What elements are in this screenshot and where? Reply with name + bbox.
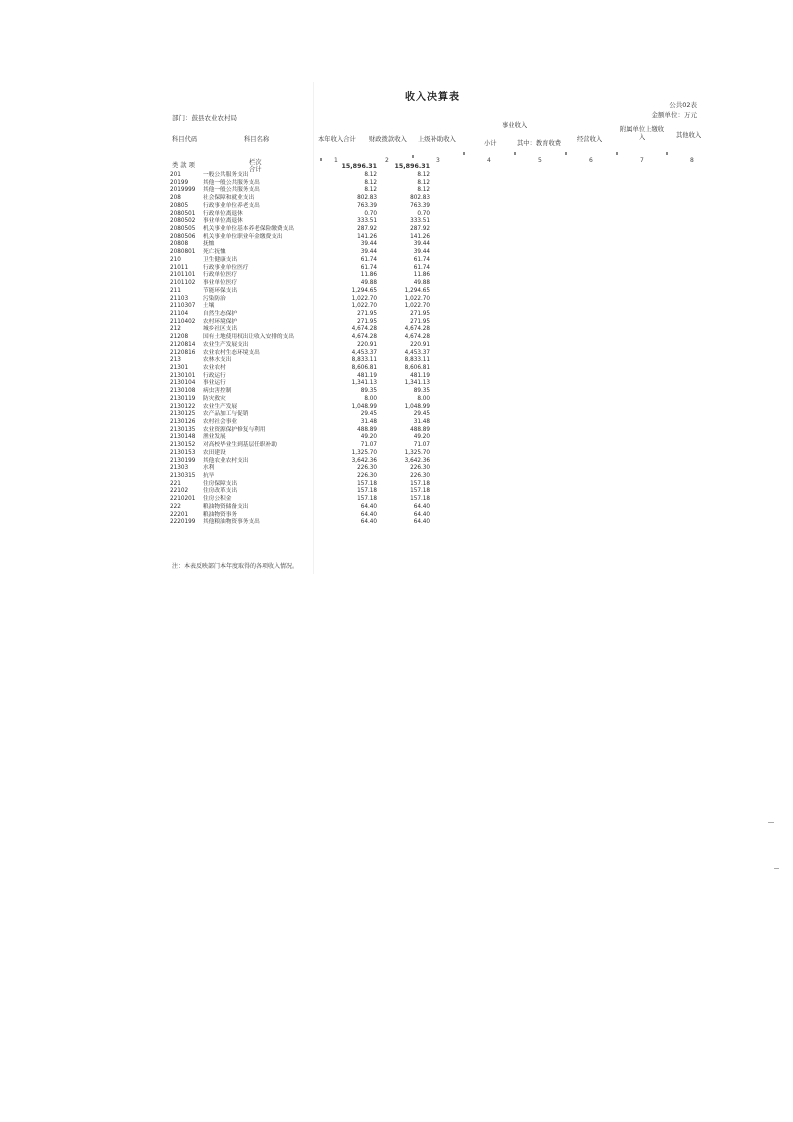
row-code: 2130101 <box>170 372 196 379</box>
row-fiscal-allocation: 157.18 <box>410 496 430 503</box>
table-row <box>170 342 430 350</box>
row-fiscal-allocation: 8.12 <box>417 179 430 186</box>
row-code: 222 <box>170 503 181 510</box>
table-row <box>170 195 430 203</box>
scan-mark <box>774 868 779 869</box>
row-subject-name: 住房保障支出 <box>203 480 238 487</box>
row-fiscal-allocation: 488.89 <box>410 426 430 433</box>
header-operating-income: 经营收入 <box>577 136 603 143</box>
header-total-income: 本年收入合计 <box>318 136 356 143</box>
row-total-income: 89.35 <box>360 388 377 395</box>
row-code: 2080502 <box>170 218 196 225</box>
row-fiscal-allocation: 481.19 <box>410 372 430 379</box>
table-row <box>170 388 430 396</box>
table-row <box>170 257 430 265</box>
row-fiscal-allocation: 11.86 <box>413 272 430 279</box>
table-row <box>170 365 430 373</box>
header-subject-name: 科目名称 <box>244 136 270 143</box>
header-other-income: 其他收入 <box>676 132 702 139</box>
row-subject-name: 自然生态保护 <box>203 310 238 317</box>
row-fiscal-allocation: 141.26 <box>410 233 430 240</box>
row-total-income: 481.19 <box>357 372 377 379</box>
department-label: 部门：鼓县农业农村局 <box>172 114 237 122</box>
row-fiscal-allocation: 1,325.70 <box>404 449 430 456</box>
row-code: 213 <box>170 357 181 364</box>
row-total-income: 8.00 <box>364 395 377 402</box>
row-fiscal-allocation: 157.18 <box>410 488 430 495</box>
table-row <box>170 396 430 404</box>
row-total-income: 64.40 <box>360 519 377 526</box>
column-number-3: 3 <box>436 157 440 164</box>
table-row <box>170 419 430 427</box>
table-row <box>170 226 430 234</box>
row-total-income: 4,674.28 <box>351 334 377 341</box>
form-code: 公共02表 <box>669 101 697 109</box>
row-total-income: 1,022.70 <box>351 303 377 310</box>
row-total-income: 29.45 <box>360 411 377 418</box>
row-code: 2130119 <box>170 395 196 402</box>
row-total-income: 61.74 <box>360 264 377 271</box>
row-subject-name: 国有土地使用权出让收入安排的支出 <box>203 334 294 341</box>
total-row <box>170 163 430 172</box>
row-total-income: 1,325.70 <box>351 449 377 456</box>
row-code: 22201 <box>170 511 189 518</box>
row-subject-name: 土壤 <box>203 303 215 310</box>
row-code: 2220199 <box>170 519 196 526</box>
row-subject-name: 抚恤 <box>203 241 215 248</box>
row-subject-name: 行政运行 <box>203 372 226 379</box>
table-row <box>170 280 430 288</box>
row-code: 2130315 <box>170 473 196 480</box>
row-code: 210 <box>170 256 181 263</box>
row-fiscal-allocation: 61.74 <box>413 256 430 263</box>
row-total-income: 157.18 <box>357 480 377 487</box>
total-fiscal-value: 15,896.31 <box>394 163 430 170</box>
row-fiscal-allocation: 1,048.99 <box>404 403 430 410</box>
row-code: 208 <box>170 195 181 202</box>
row-fiscal-allocation: 29.45 <box>413 411 430 418</box>
row-total-income: 1,341.13 <box>351 380 377 387</box>
scan-tick <box>514 152 516 155</box>
row-subject-name: 农业生产发展 <box>203 403 238 410</box>
row-total-income: 8.12 <box>364 172 377 178</box>
row-total-income: 271.95 <box>357 310 377 317</box>
row-subject-name: 事业运行 <box>203 380 226 387</box>
header-subtotal: 小计 <box>484 140 497 147</box>
row-subject-name: 死亡抚恤 <box>203 249 226 256</box>
row-total-income: 8,833.11 <box>351 357 377 364</box>
column-number-4: 4 <box>487 157 491 164</box>
row-subject-name: 抗旱 <box>203 473 215 480</box>
scan-tick <box>463 152 465 155</box>
row-subject-name: 农业资源保护修复与利用 <box>203 426 266 433</box>
row-fiscal-allocation: 89.35 <box>413 388 430 395</box>
row-fiscal-allocation: 1,341.13 <box>404 380 430 387</box>
row-total-income: 226.30 <box>357 465 377 472</box>
row-subject-name: 住房公积金 <box>203 496 232 503</box>
row-subject-name: 水利 <box>203 465 215 472</box>
row-code: 2210201 <box>170 496 196 503</box>
row-total-income: 0.70 <box>364 210 377 217</box>
row-fiscal-allocation: 4,674.28 <box>404 326 430 333</box>
row-subject-name: 农林水支出 <box>203 357 232 364</box>
row-subject-name: 其他一般公共服务支出 <box>203 179 260 186</box>
row-code: 2080501 <box>170 210 196 217</box>
row-total-income: 8.12 <box>364 187 377 194</box>
header-superior-subsidy: 上级补助收入 <box>418 136 456 143</box>
row-code: 22102 <box>170 488 189 495</box>
row-subject-name: 行政事业单位医疗 <box>203 264 249 271</box>
column-number-6: 6 <box>589 157 593 164</box>
row-subject-name: 节能环保支出 <box>203 287 238 294</box>
row-fiscal-allocation: 157.18 <box>410 480 430 487</box>
header-column-no: 栏次 <box>249 159 262 166</box>
row-total-income: 3,642.36 <box>351 457 377 464</box>
row-fiscal-allocation: 271.95 <box>410 318 430 325</box>
row-total-income: 226.30 <box>357 473 377 480</box>
row-code: 21104 <box>170 310 189 317</box>
row-fiscal-allocation: 4,453.37 <box>404 349 430 356</box>
table-row <box>170 411 430 419</box>
row-fiscal-allocation: 64.40 <box>413 511 430 518</box>
row-fiscal-allocation: 4,674.28 <box>404 334 430 341</box>
table-row <box>170 450 430 458</box>
row-subject-name: 行政事业单位养老支出 <box>203 202 260 209</box>
row-subject-name: 机关事业单位基本养老保险缴费支出 <box>203 226 294 233</box>
row-subject-name: 农业农村生态环境支出 <box>203 349 260 356</box>
row-code: 20805 <box>170 202 189 209</box>
scan-tick <box>412 155 414 158</box>
table-row <box>170 434 430 442</box>
row-code: 20199 <box>170 179 189 186</box>
column-number-7: 7 <box>640 157 644 164</box>
table-row <box>170 272 430 280</box>
row-code: 2019999 <box>170 187 196 194</box>
scan-tick <box>320 158 322 161</box>
row-subject-name: 污染防治 <box>203 295 226 302</box>
row-code: 2130152 <box>170 442 196 449</box>
row-code: 2080505 <box>170 226 196 233</box>
row-total-income: 287.92 <box>357 226 377 233</box>
row-total-income: 71.07 <box>360 442 377 449</box>
table-row <box>170 303 430 311</box>
table-row <box>170 496 430 504</box>
row-total-income: 39.44 <box>360 249 377 256</box>
row-fiscal-allocation: 763.39 <box>410 202 430 209</box>
row-code: 2130122 <box>170 403 196 410</box>
row-subject-name: 防灾救灾 <box>203 395 226 402</box>
row-code: 21301 <box>170 364 189 371</box>
table-row <box>170 249 430 257</box>
row-subject-name: 农村社会事业 <box>203 419 238 425</box>
row-code: 20808 <box>170 241 189 248</box>
row-code: 2101102 <box>170 280 196 287</box>
row-code: 2110307 <box>170 303 196 310</box>
table-note: 注：本表反映部门本年度取得的各项收入情况。 <box>172 563 299 570</box>
row-code: 201 <box>170 172 181 178</box>
row-subject-name: 事业单位离退休 <box>203 218 243 225</box>
row-fiscal-allocation: 8.00 <box>417 395 430 402</box>
table-row <box>170 326 430 334</box>
row-code: 2120816 <box>170 349 196 356</box>
row-code: 2130153 <box>170 449 196 456</box>
row-code: 2130104 <box>170 380 196 387</box>
scan-tick <box>666 152 668 155</box>
row-subject-name: 其他农业农村支出 <box>203 457 249 464</box>
row-fiscal-allocation: 49.20 <box>413 434 430 441</box>
row-fiscal-allocation: 8,606.81 <box>404 364 430 371</box>
page-title: 收入决算表 <box>405 92 460 103</box>
row-code: 2080801 <box>170 249 196 256</box>
row-total-income: 4,453.37 <box>351 349 377 356</box>
table-row <box>170 218 430 226</box>
row-fiscal-allocation: 64.40 <box>413 519 430 526</box>
row-code: 21208 <box>170 334 189 341</box>
header-affiliated-income: 附属单位上缴收入 <box>619 126 665 141</box>
row-total-income: 49.20 <box>360 434 377 441</box>
column-number-2: 2 <box>385 157 389 164</box>
row-subject-name: 行政单位离退休 <box>203 210 243 217</box>
table-row <box>170 172 430 180</box>
row-total-income: 157.18 <box>357 496 377 503</box>
row-fiscal-allocation: 8.12 <box>417 187 430 194</box>
row-total-income: 61.74 <box>360 256 377 263</box>
row-subject-name: 行政单位医疗 <box>203 272 238 279</box>
row-total-income: 141.26 <box>357 233 377 240</box>
row-total-income: 1,022.70 <box>351 295 377 302</box>
row-code: 2130126 <box>170 419 196 425</box>
table-row <box>170 519 430 527</box>
row-code: 2130148 <box>170 434 196 441</box>
row-subject-name: 农业生产发展支出 <box>203 341 249 348</box>
header-fiscal-allocation: 财政拨款收入 <box>369 136 407 143</box>
row-subject-name: 粮油物资储备支出 <box>203 503 249 510</box>
row-code: 21303 <box>170 465 189 472</box>
row-fiscal-allocation: 0.70 <box>417 210 430 217</box>
row-fiscal-allocation: 1,022.70 <box>404 295 430 302</box>
row-subject-name: 农业农村 <box>203 364 226 371</box>
table-row <box>170 465 430 473</box>
row-subject-name: 渔业发展 <box>203 434 226 441</box>
row-fiscal-allocation: 8,833.11 <box>404 357 430 364</box>
row-fiscal-allocation: 49.88 <box>413 280 430 287</box>
header-class-item: 类 款 项 <box>172 162 195 169</box>
row-total-income: 31.48 <box>360 419 377 425</box>
header-subject-code: 科目代码 <box>172 136 198 143</box>
column-number-5: 5 <box>538 157 542 164</box>
header-education-fee: 其中：教育收费 <box>517 140 562 147</box>
row-fiscal-allocation: 287.92 <box>410 226 430 233</box>
scan-tick <box>616 152 618 155</box>
row-total-income: 157.18 <box>357 488 377 495</box>
row-code: 2080506 <box>170 233 196 240</box>
row-code: 212 <box>170 326 181 333</box>
unit-label: 金额单位：万元 <box>651 111 697 119</box>
row-code: 221 <box>170 480 181 487</box>
table-row <box>170 442 430 450</box>
row-code: 2130135 <box>170 426 196 433</box>
row-fiscal-allocation: 39.44 <box>413 241 430 248</box>
row-total-income: 4,674.28 <box>351 326 377 333</box>
row-subject-name: 事业单位医疗 <box>203 280 238 287</box>
row-fiscal-allocation: 220.91 <box>410 341 430 348</box>
row-code: 21103 <box>170 295 189 302</box>
row-code: 2120814 <box>170 341 196 348</box>
row-fiscal-allocation: 3,642.36 <box>404 457 430 464</box>
row-total-income: 11.86 <box>360 272 377 279</box>
row-subject-name: 机关事业单位职业年金缴费支出 <box>203 233 283 240</box>
column-number-1: 1 <box>334 157 338 164</box>
row-total-income: 333.51 <box>357 218 377 225</box>
row-subject-name: 农田建设 <box>203 449 226 456</box>
row-subject-name: 住房改革支出 <box>203 488 238 495</box>
row-total-income: 802.83 <box>357 195 377 202</box>
row-subject-name: 粮油物资事务 <box>203 511 238 518</box>
row-subject-name: 其他一般公共服务支出 <box>203 187 260 194</box>
row-code: 2130108 <box>170 388 196 395</box>
table-row <box>170 288 430 296</box>
header-business-income: 事业收入 <box>502 122 528 129</box>
row-fiscal-allocation: 271.95 <box>410 310 430 317</box>
column-number-8: 8 <box>690 157 694 164</box>
row-fiscal-allocation: 226.30 <box>410 465 430 472</box>
row-fiscal-allocation: 226.30 <box>410 473 430 480</box>
row-total-income: 8.12 <box>364 179 377 186</box>
row-subject-name: 其他粮油物资事务支出 <box>203 519 260 526</box>
row-code: 21011 <box>170 264 189 271</box>
row-total-income: 49.88 <box>360 280 377 287</box>
row-subject-name: 农村环境保护 <box>203 318 238 325</box>
row-total-income: 64.40 <box>360 503 377 510</box>
table-row <box>170 357 430 365</box>
row-total-income: 64.40 <box>360 511 377 518</box>
row-fiscal-allocation: 39.44 <box>413 249 430 256</box>
row-fiscal-allocation: 71.07 <box>413 442 430 449</box>
table-row <box>170 334 430 342</box>
row-subject-name: 一般公共服务支出 <box>203 172 249 178</box>
row-total-income: 8,606.81 <box>351 364 377 371</box>
table-row <box>170 311 430 319</box>
row-total-income: 1,048.99 <box>351 403 377 410</box>
row-subject-name: 农产品加工与促销 <box>203 411 249 418</box>
row-code: 2130125 <box>170 411 196 418</box>
header-total-label: 合计 <box>249 166 262 173</box>
row-total-income: 488.89 <box>357 426 377 433</box>
table-row <box>170 203 430 211</box>
row-subject-name: 卫生健康支出 <box>203 256 238 263</box>
row-code: 211 <box>170 287 181 294</box>
row-fiscal-allocation: 31.48 <box>413 419 430 425</box>
table-row <box>170 380 430 388</box>
row-subject-name: 社会保障和就业支出 <box>203 195 255 202</box>
row-total-income: 220.91 <box>357 341 377 348</box>
row-total-income: 1,294.65 <box>351 287 377 294</box>
row-code: 2110402 <box>170 318 196 325</box>
row-total-income: 39.44 <box>360 241 377 248</box>
row-subject-name: 对高校毕业生到基层任职补助 <box>203 442 277 449</box>
row-fiscal-allocation: 8.12 <box>417 172 430 178</box>
row-subject-name: 病虫害控制 <box>203 388 232 395</box>
row-fiscal-allocation: 61.74 <box>413 264 430 271</box>
row-code: 2101101 <box>170 272 196 279</box>
table-row <box>170 504 430 512</box>
table-row <box>170 473 430 481</box>
row-fiscal-allocation: 802.83 <box>410 195 430 202</box>
income-table-body <box>170 172 430 527</box>
row-fiscal-allocation: 1,022.70 <box>404 303 430 310</box>
row-code: 2130199 <box>170 457 196 464</box>
scan-tick <box>565 152 567 155</box>
table-row <box>170 187 430 195</box>
scan-mark <box>768 822 774 823</box>
row-fiscal-allocation: 333.51 <box>410 218 430 225</box>
row-fiscal-allocation: 1,294.65 <box>404 287 430 294</box>
row-total-income: 271.95 <box>357 318 377 325</box>
total-income-value: 15,896.31 <box>341 163 377 170</box>
row-total-income: 763.39 <box>357 202 377 209</box>
row-subject-name: 城乡社区支出 <box>203 326 238 333</box>
row-fiscal-allocation: 64.40 <box>413 503 430 510</box>
